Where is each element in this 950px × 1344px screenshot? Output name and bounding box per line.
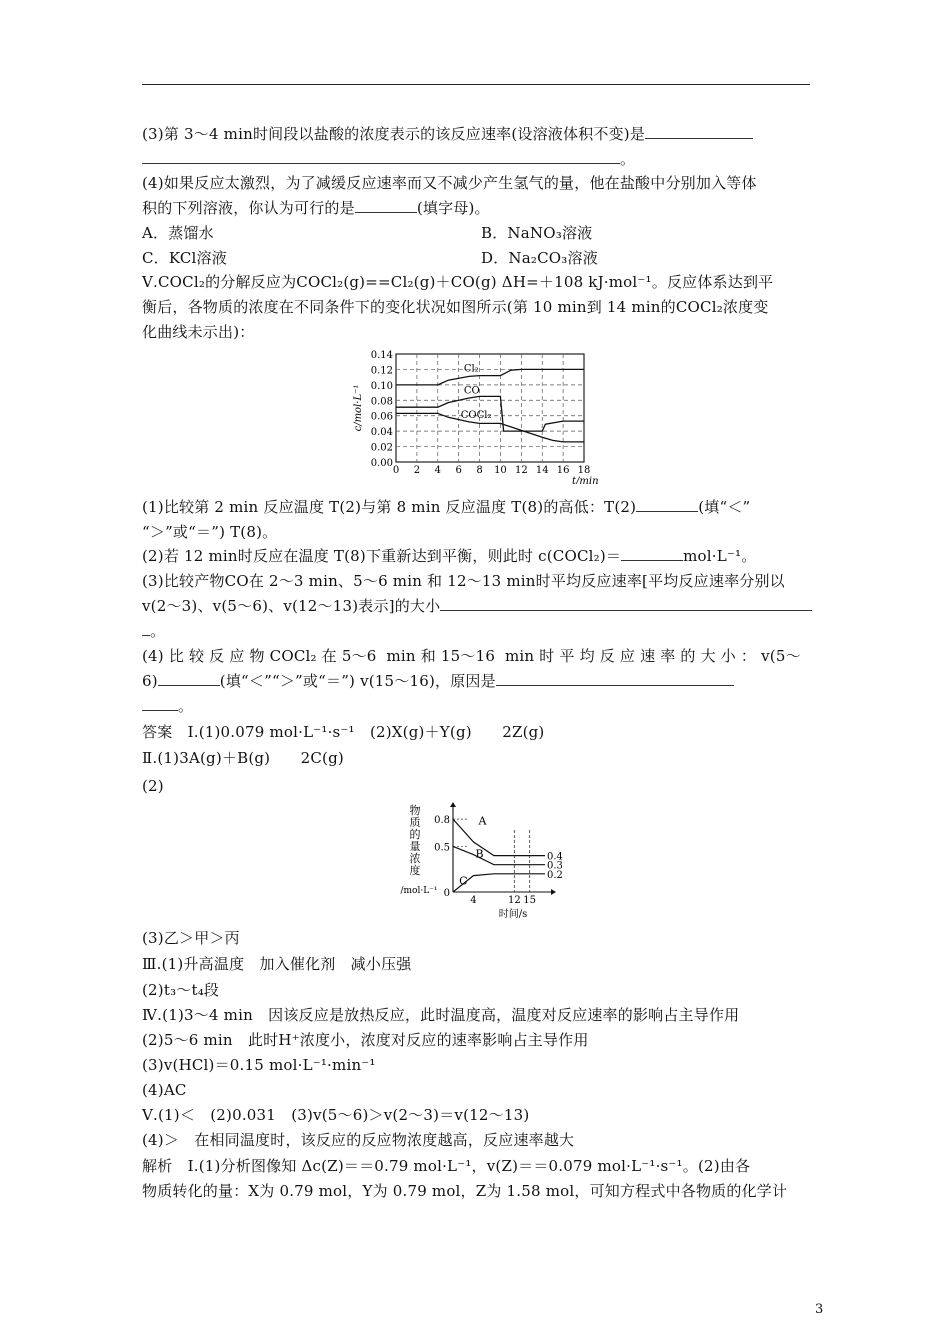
end-value-label: 0.2 <box>547 869 563 881</box>
x-tick-label: 0 <box>392 465 400 476</box>
answer-line-12: (4)＞ 在相同温度时，该反应的反应物浓度越高，反应速率越大 <box>142 1131 575 1149</box>
answer-line-3: (2) <box>142 777 164 795</box>
answer-line-8: (2)5～6 min 此时H⁺浓度小，浓度对反应的速率影响占主导作用 <box>142 1031 589 1049</box>
header-rule <box>142 84 810 85</box>
answer-line-9: (3)v(HCl)＝0.15 mol·L⁻¹·min⁻¹ <box>142 1056 376 1074</box>
analysis-line-1: 解析 Ⅰ.(1)分析图像知 Δc(Z)＝＝0.79 mol·L⁻¹，v(Z)＝＝0.079 mol·L⁻¹·s⁻¹。(2)由各 <box>142 1157 751 1175</box>
x-tick-label: 14 <box>535 465 549 476</box>
y-axis-label-char: 浓 <box>409 852 421 865</box>
y-tick-label: 0.08 <box>370 396 393 408</box>
q5-intro-line3: 化曲线未示出)： <box>142 323 255 341</box>
series-label: C <box>459 874 468 888</box>
y-axis-label-char: 的 <box>409 828 421 841</box>
answer-line-5: Ⅲ.(1)升高温度 加入催化剂 减小压强 <box>142 955 412 973</box>
plot-frame <box>396 354 584 462</box>
end-value-label: 0.4 <box>547 851 563 863</box>
y-axis-label-char: 物 <box>409 804 421 817</box>
x-tick-label: 15 <box>523 895 537 906</box>
q4-part4-line1: (4)如果反应太激烈，为了减缓反应速率而又不减少产生氢气的量，他在盐酸中分别加入等体 <box>142 174 757 192</box>
q5-part3-line3: 。 <box>142 621 165 641</box>
answer-line-10: (4)AC <box>142 1081 187 1099</box>
q5-part2: (2)若 12 min时反应在温度 T(8)下重新达到平衡，则此时 c(COCl₂)＝ mol·L⁻¹。 <box>142 547 757 565</box>
q4-part3-line2: 。 <box>142 149 635 169</box>
x-tick-label: 4 <box>470 895 477 906</box>
option-a: A．蒸馏水 <box>142 224 214 242</box>
answer-line-6: (2)t₃～t₄段 <box>142 981 220 999</box>
series-line-A <box>453 819 545 856</box>
option-d: D．Na₂CO₃溶液 <box>481 249 598 267</box>
x-tick-label: 16 <box>556 465 570 476</box>
y-axis-label-char: 质 <box>409 816 421 829</box>
q5-part1-line1: (1)比较第 2 min 反应温度 T(2)与第 8 min 反应温度 T(8)的高低：T(2) (填“＜” <box>142 498 751 516</box>
x-axis-label: 时间/s <box>498 909 528 920</box>
x-tick-label: 12 <box>514 465 528 476</box>
y-tick-label: 0.04 <box>370 427 393 439</box>
y-axis-label-char: 量 <box>409 840 421 853</box>
x-tick-label: 6 <box>455 465 462 476</box>
page-number: 3 <box>815 1302 824 1317</box>
x-tick-label: 18 <box>577 465 591 476</box>
y-tick-label: 0.06 <box>370 411 393 423</box>
y-axis-unit: /mol·L⁻¹ <box>400 886 438 896</box>
series-label: A <box>478 814 487 828</box>
option-b: B．NaNO₃溶液 <box>481 224 593 242</box>
y-axis-arrow <box>450 802 456 807</box>
end-value-label: 0.3 <box>547 860 563 872</box>
answer-line-2: Ⅱ.(1)3A(g)＋B(g) 2C(g) <box>142 749 344 767</box>
q5-part3-line2: v(2～3)、v(5～6)、v(12～13)表示]的大小 <box>142 596 812 616</box>
q5-part3-line1: (3)比较产物CO在 2～3 min、5～6 min 和 12～13 min时平均反应速率[平均反应速率分别以 <box>142 572 785 590</box>
series-label: COCl₂ <box>460 410 492 422</box>
abc-concentration-chart <box>395 800 565 920</box>
q5-part4-line2: 6) (填“＜”“＞”或“＝”) v(15～16)，原因是 <box>142 671 734 691</box>
x-axis-arrow <box>551 889 556 895</box>
y-tick-label: 0.14 <box>370 350 393 361</box>
answer-line-4: (3)乙＞甲＞丙 <box>142 929 240 947</box>
series-label: Cl₂ <box>463 363 479 375</box>
q5-intro-line2: 衡后，各物质的浓度在不同条件下的变化状况如图所示(第 10 min到 14 min的COCl₂浓度变 <box>142 298 769 316</box>
answer-line-11: Ⅴ.(1)＜ (2)0.031 (3)v(5～6)＞v(2～3)＝v(12～13) <box>142 1106 530 1124</box>
analysis-line-2: 物质转化的量：X为 0.79 mol，Y为 0.79 mol，Z为 1.58 mol，可知方程式中各物质的化学计 <box>142 1182 788 1200</box>
q5-part1-line2: “＞”或“＝”) T(8)。 <box>142 523 278 541</box>
y-tick-label: 0.10 <box>370 380 393 392</box>
x-tick-label: 4 <box>434 465 441 476</box>
y-axis-label-char: 度 <box>409 864 421 877</box>
y-tick-label: 0.12 <box>370 365 393 377</box>
y-tick-label: 0.8 <box>434 815 450 827</box>
cocl2-concentration-chart <box>350 344 600 484</box>
origin-label: 0 <box>443 888 450 899</box>
option-c: C．KCl溶液 <box>142 249 227 267</box>
series-label: B <box>475 847 484 861</box>
y-axis-label: c/mol·L⁻¹ <box>353 384 364 432</box>
q5-part4-line1: (4) 比 较 反 应 物 COCl₂ 在 5～6 min 和 15～16 min 时 平 均 反 应 速 率 的 大 小 ： v(5～ <box>142 647 801 665</box>
x-tick-label: 2 <box>413 465 421 476</box>
x-tick-label: 12 <box>507 895 521 906</box>
x-tick-label: 8 <box>476 465 483 476</box>
q5-intro-line1: Ⅴ.COCl₂的分解反应为COCl₂(g)==Cl₂(g)＋CO(g) ΔH=＋108 kJ·mol⁻¹。反应体系达到平 <box>142 273 774 291</box>
x-tick-label: 10 <box>494 465 507 476</box>
y-tick-label: 0.02 <box>370 442 393 454</box>
q4-part3-line1: (3)第 3～4 min时间段以盐酸的浓度表示的该反应速率(设溶液体积不变)是 <box>142 124 753 144</box>
y-tick-label: 0.00 <box>370 458 393 469</box>
x-axis-label: t/min <box>572 476 599 484</box>
series-label: CO <box>463 385 480 397</box>
q5-part4-line3: 。 <box>142 696 193 716</box>
y-tick-label: 0.5 <box>434 842 450 854</box>
q4-part4-line2: 积的下列溶液，你认为可行的是 (填字母)。 <box>142 199 490 217</box>
answer-line-7: Ⅳ.(1)3～4 min 因该反应是放热反应，此时温度高，温度对反应速率的影响占主导作用 <box>142 1006 740 1024</box>
answer-line-1: 答案 Ⅰ.(1)0.079 mol·L⁻¹·s⁻¹ (2)X(g)＋Y(g) 2Z(g) <box>142 723 545 741</box>
